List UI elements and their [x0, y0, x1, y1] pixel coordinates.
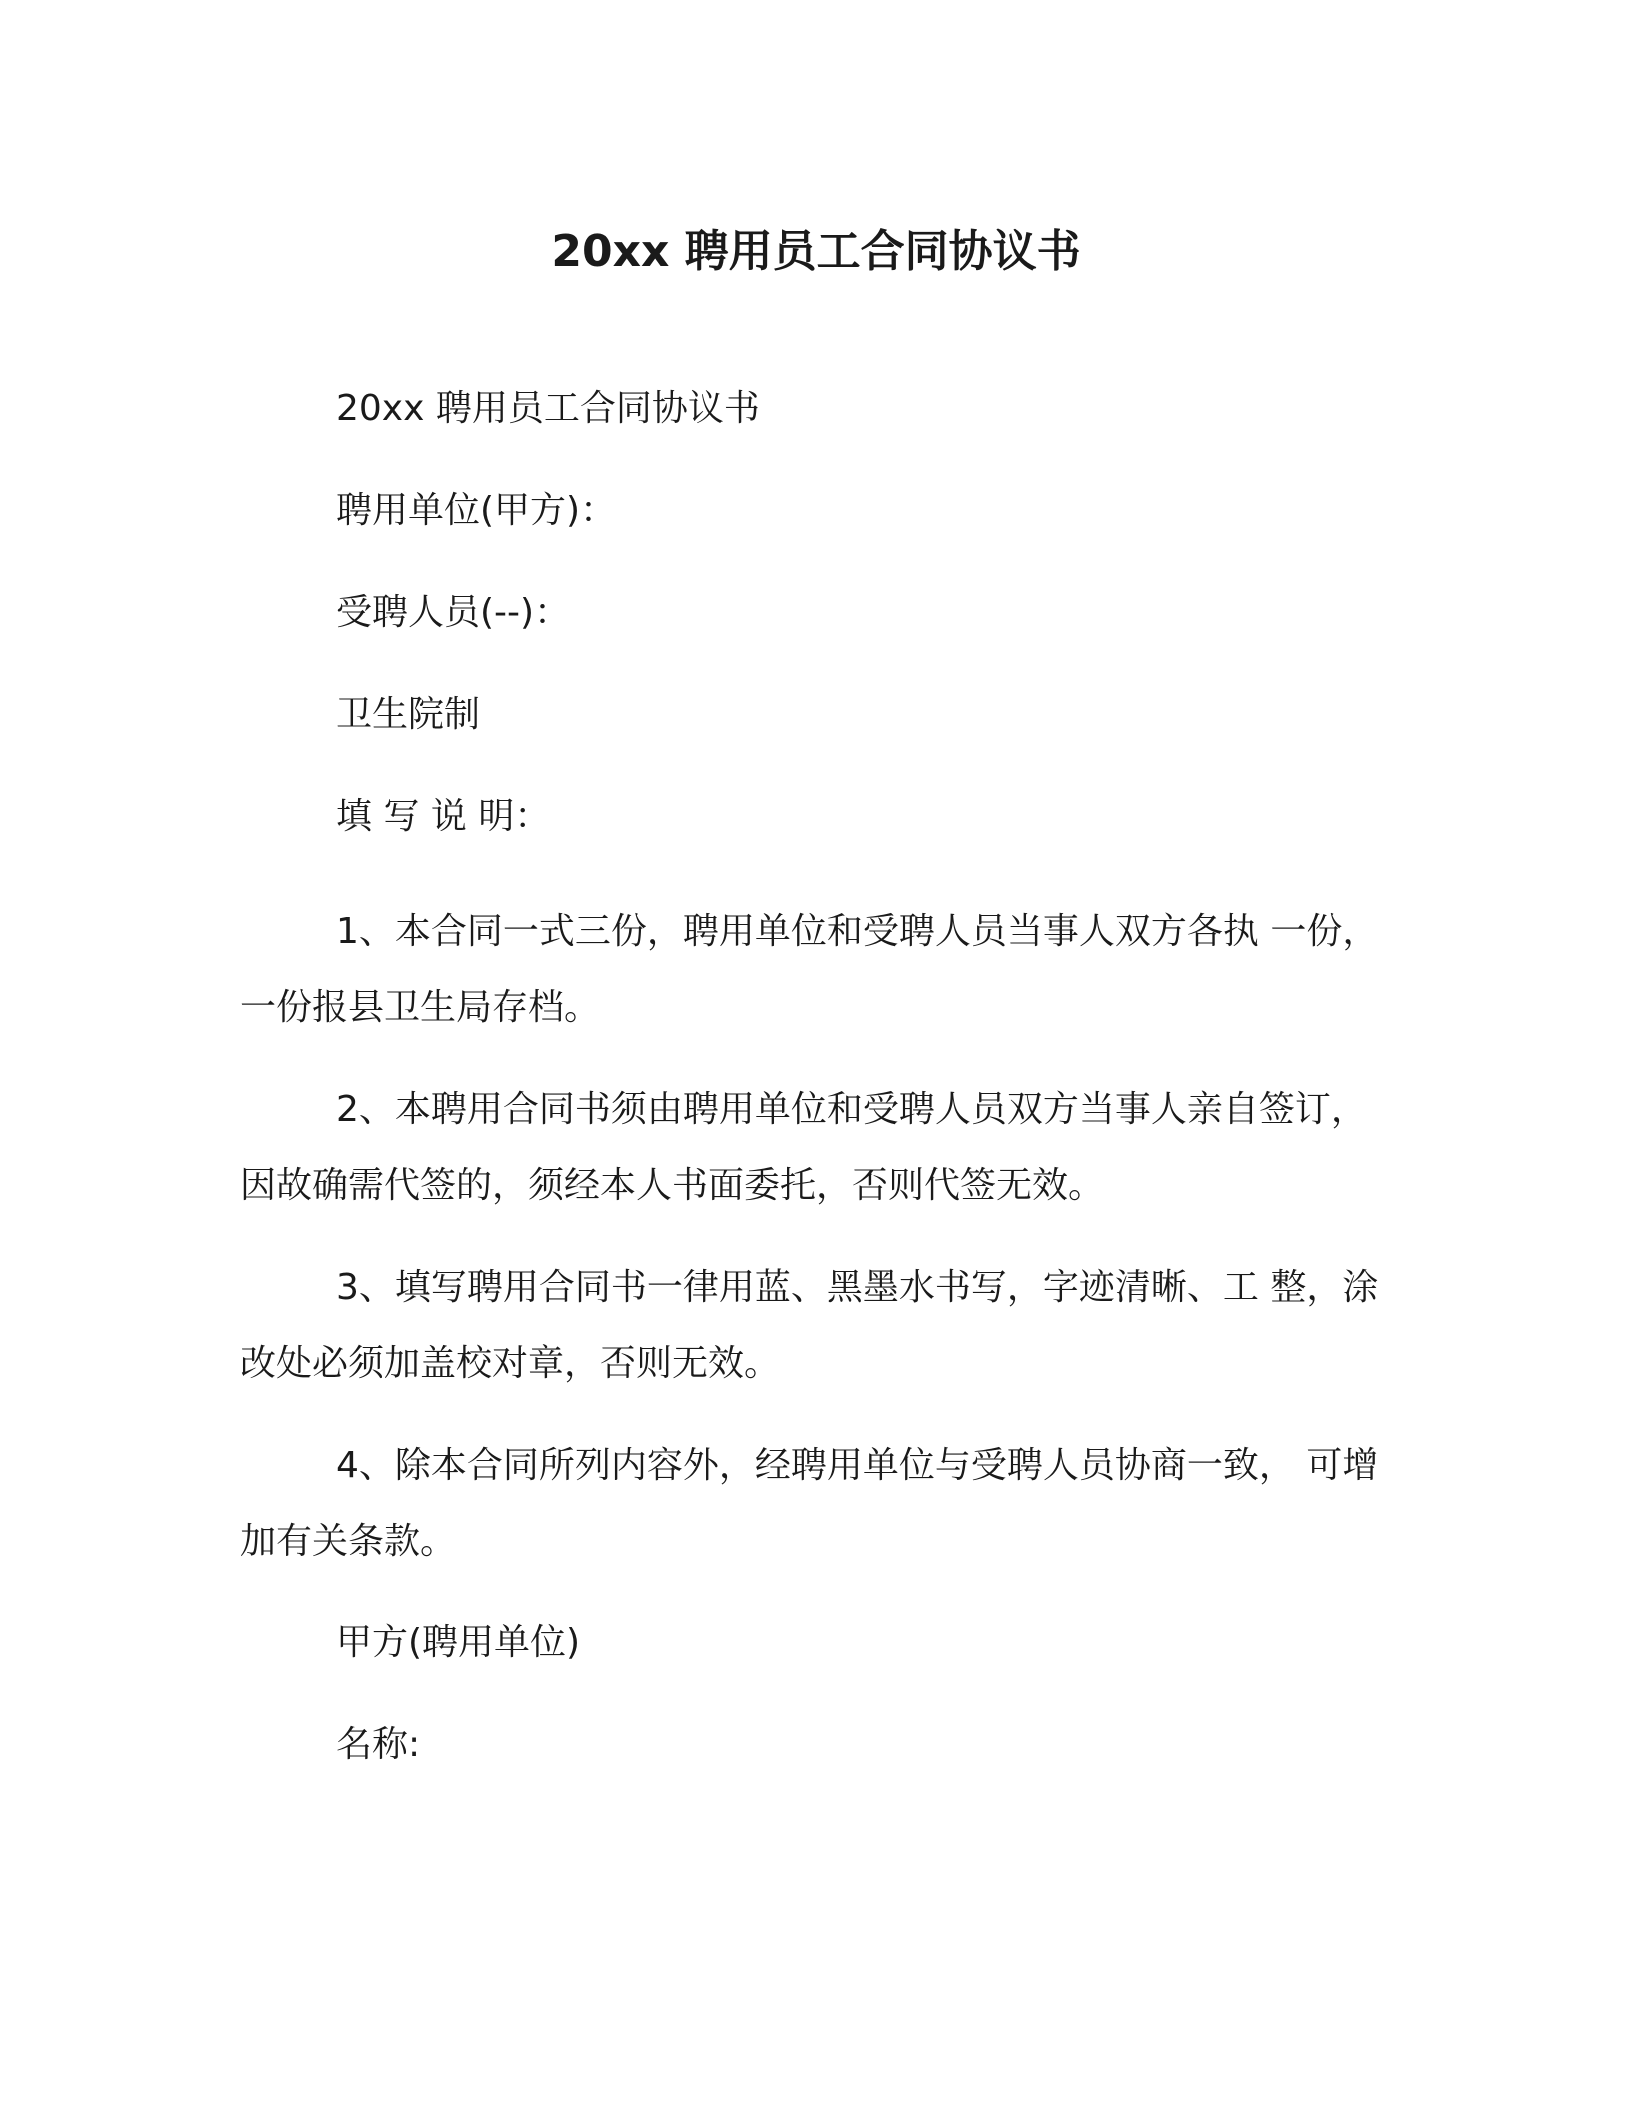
document-body	[240, 384, 1400, 1770]
instruction-item-3: 3、填写聘用合同书一律用蓝、黑墨水书写，字迹清晰、工 整，涂改处必须加盖校对章，否则无效。	[240, 1267, 1379, 1384]
party-a-heading: 甲方(聘用单位)	[336, 1622, 581, 1663]
issuer-text: 卫生院制	[336, 694, 481, 735]
employer-label: 聘用单位(甲方)：	[336, 490, 617, 531]
instruction-item-4: 4、除本合同所列内容外，经聘用单位与受聘人员协商一致， 可增加有关条款。	[240, 1445, 1379, 1562]
instruction-item-1: 1、本合同一式三份，聘用单位和受聘人员当事人双方各执 一份，一份报县卫生局存档。	[240, 911, 1379, 1028]
document-title: 20xx 聘用员工合同协议书	[551, 226, 1081, 277]
document-subtitle: 20xx 聘用员工合同协议书	[336, 388, 760, 429]
name-label: 名称:	[336, 1724, 421, 1765]
instructions-heading: 填 写 说 明：	[336, 796, 551, 837]
employee-label: 受聘人员(--)：	[336, 592, 571, 633]
instruction-item-2: 2、本聘用合同书须由聘用单位和受聘人员双方当事人亲自签订，因故确需代签的，须经本人书面委托，否则代签无效。	[240, 1089, 1367, 1206]
